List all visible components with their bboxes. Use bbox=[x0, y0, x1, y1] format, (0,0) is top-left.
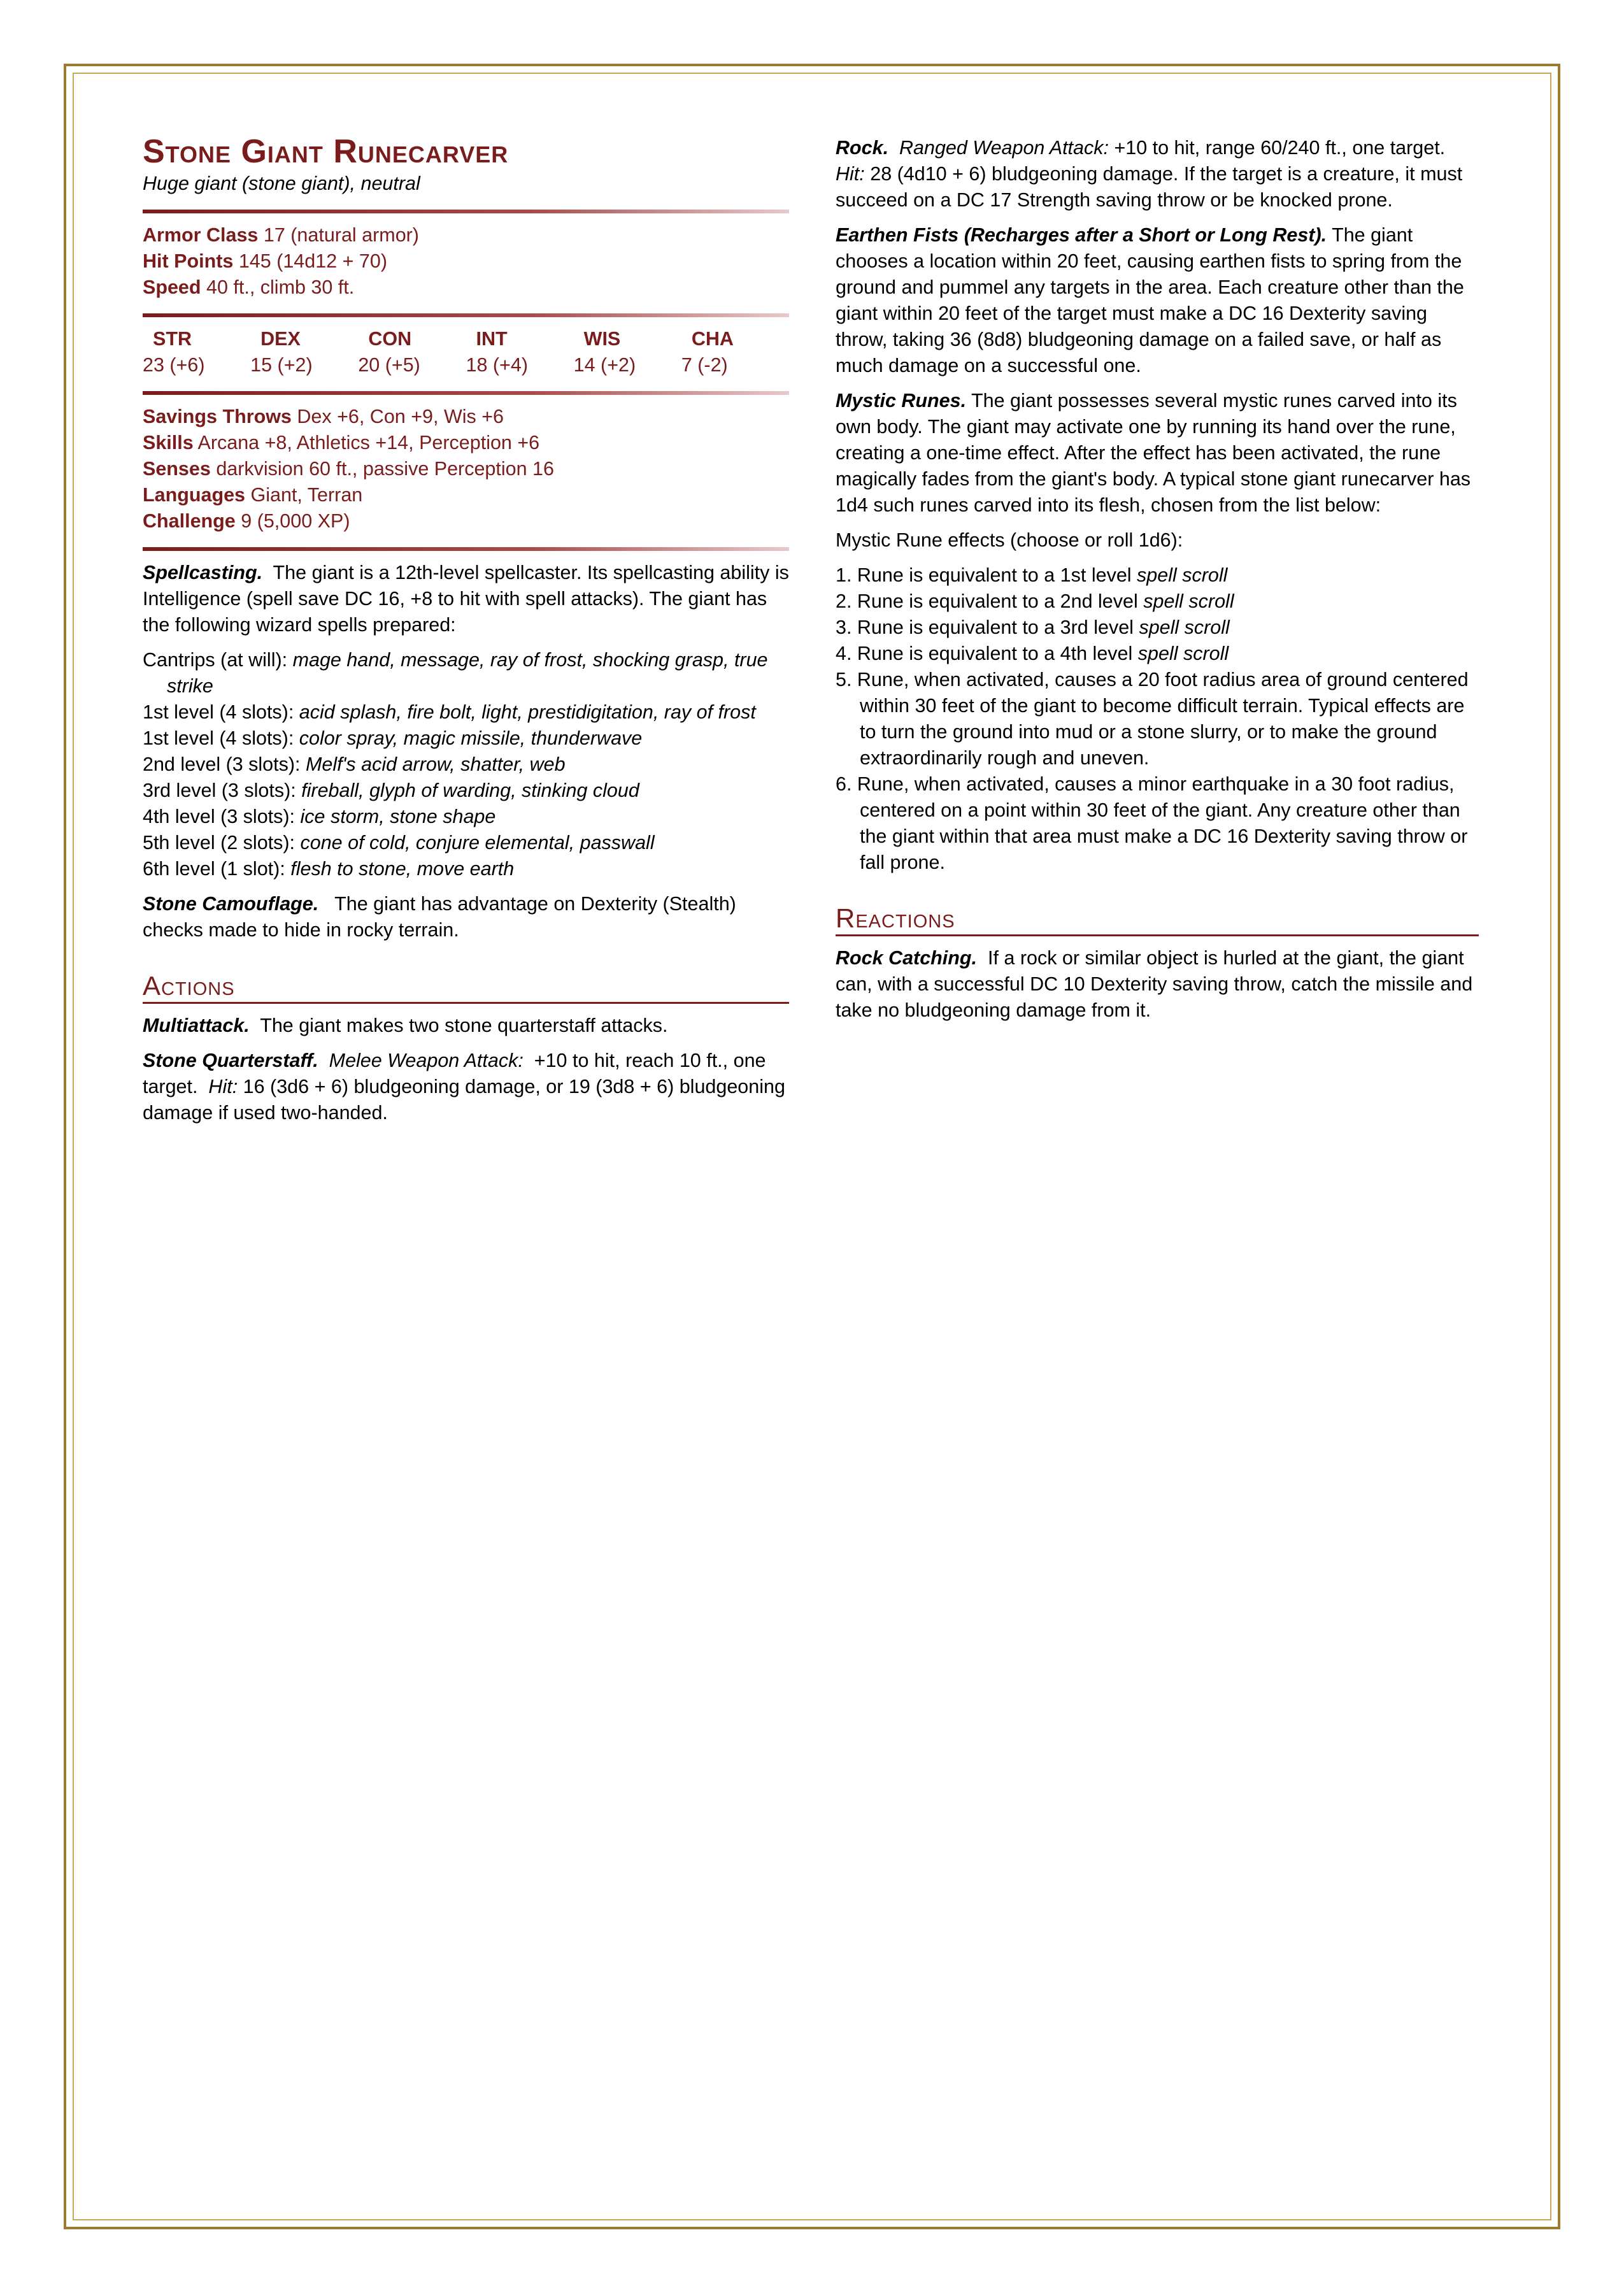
ability-value: 20 (+5) bbox=[358, 354, 420, 376]
ability-value: 18 (+4) bbox=[466, 354, 528, 376]
ability-header: INT bbox=[476, 328, 508, 350]
spell-level: 6th level (1 slot): flesh to stone, move earth bbox=[143, 858, 515, 880]
divider bbox=[143, 391, 789, 395]
ability-value: 14 (+2) bbox=[573, 354, 636, 376]
monster-name: Stone Giant Runecarver bbox=[143, 133, 509, 170]
ability-header: CON bbox=[368, 328, 412, 350]
list-item: 3. Rune is equivalent to a 3rd level spell scroll bbox=[836, 617, 1230, 638]
actions-heading: Actions bbox=[143, 971, 789, 1004]
ability-value: 7 (-2) bbox=[681, 354, 728, 376]
details bbox=[143, 404, 789, 534]
armor-class: Armor Class 17 (natural armor) bbox=[143, 224, 419, 246]
mystic-runes-action: Mystic Runes. The giant possesses several mystic runes carved into its own body. The giant may activate one by running its hand over the rune, creating a one-time effect. After the effect has been activated, the rune magically fades from the giant's body. A typical stone giant runecarver has 1d4 such runes carved into its flesh, chosen from the list below: bbox=[836, 390, 1471, 516]
challenge: Challenge 9 (5,000 XP) bbox=[143, 510, 350, 532]
skills: Skills Arcana +8, Athletics +14, Perception +6 bbox=[143, 432, 540, 454]
spell-level: 1st level (4 slots): acid splash, fire bolt, light, prestidigitation, ray of frost bbox=[143, 701, 756, 723]
core-stats bbox=[143, 222, 789, 301]
ability-header: WIS bbox=[583, 328, 621, 350]
list-item: 2. Rune is equivalent to a 2nd level spell scroll bbox=[836, 590, 1234, 612]
list-item: 5. Rune, when activated, causes a 20 foot radius area of ground centered within 30 feet of the giant to become difficult terrain. Typical effects are to turn the ground into mud or a stone slurry, or to make the ground extraordinarily rough and uneven. bbox=[836, 669, 1469, 769]
ability-header: STR bbox=[153, 328, 192, 350]
reactions-heading: Reactions bbox=[836, 904, 1479, 936]
spell-level: Cantrips (at will): mage hand, message, ray of frost, shocking grasp, true strike bbox=[143, 649, 768, 697]
spell-level: 5th level (2 slots): cone of cold, conjure elemental, passwall bbox=[143, 832, 655, 854]
ability-header: CHA bbox=[691, 328, 734, 350]
monster-subtitle: Huge giant (stone giant), neutral bbox=[143, 173, 420, 194]
hit-points: Hit Points 145 (14d12 + 70) bbox=[143, 250, 388, 272]
saving-throws: Savings Throws Dex +6, Con +9, Wis +6 bbox=[143, 406, 504, 427]
divider bbox=[143, 210, 789, 213]
spell-level: 4th level (3 slots): ice storm, stone shape bbox=[143, 806, 496, 827]
senses: Senses darkvision 60 ft., passive Perception 16 bbox=[143, 458, 554, 480]
ability-value: 15 (+2) bbox=[250, 354, 313, 376]
divider bbox=[143, 313, 789, 317]
speed: Speed 40 ft., climb 30 ft. bbox=[143, 276, 355, 298]
mystic-rune-effects-list bbox=[836, 562, 1479, 876]
multiattack-action: Multiattack. The giant makes two stone quarterstaff attacks. bbox=[143, 1015, 668, 1036]
earthen-fists-action: Earthen Fists (Recharges after a Short or Long Rest). The giant chooses a location within 20 feet, causing earthen fists to spring from the ground and pummel any targets in the area. Each creature other than the giant within 20 feet of the target must make a DC 16 Dexterity saving throw, taking 36 (8d8) bludgeoning damage on a failed save, or half as much damage on a successful one. bbox=[836, 224, 1464, 376]
right-column bbox=[836, 135, 1479, 1032]
spell-level: 3rd level (3 slots): fireball, glyph of warding, stinking cloud bbox=[143, 780, 639, 801]
list-item: 1. Rune is equivalent to a 1st level spell scroll bbox=[836, 564, 1228, 586]
spellcasting-trait: Spellcasting. The giant is a 12th-level spellcaster. Its spellcasting ability is Intelligence (spell save DC 16, +8 to hit with spell attacks). The giant has the following wizard spells prepared: bbox=[143, 562, 789, 636]
list-item: 6. Rune, when activated, causes a minor earthquake in a 30 foot radius, centered on a point within 30 feet of the giant. Any creature other than the giant within that area must make a DC 16 Dexterity saving throw or fall prone. bbox=[836, 773, 1468, 873]
ability-value: 23 (+6) bbox=[143, 354, 205, 376]
left-column bbox=[143, 134, 789, 1135]
rock-catching-reaction: Rock Catching. If a rock or similar object is hurled at the giant, the giant can, with a successful DC 10 Dexterity saving throw, catch the missile and take no bludgeoning damage from it. bbox=[836, 947, 1473, 1021]
spell-level: 2nd level (3 slots): Melf's acid arrow, shatter, web bbox=[143, 754, 566, 775]
spell-level: 1st level (4 slots): color spray, magic missile, thunderwave bbox=[143, 727, 643, 749]
mystic-rune-effects-intro: Mystic Rune effects (choose or roll 1d6): bbox=[836, 529, 1183, 551]
stone-camouflage-trait: Stone Camouflage. The giant has advantage on Dexterity (Stealth) checks made to hide in rocky terrain. bbox=[143, 893, 736, 941]
ability-header: DEX bbox=[260, 328, 301, 350]
list-item: 4. Rune is equivalent to a 4th level spell scroll bbox=[836, 643, 1229, 664]
ability-scores bbox=[143, 326, 789, 378]
rock-action: Rock. Ranged Weapon Attack: +10 to hit, range 60/240 ft., one target. Hit: 28 (4d10 + 6) bludgeoning damage. If the target is a creature, it must succeed on a DC 17 Strength saving throw or be knocked prone. bbox=[836, 137, 1463, 211]
stone-quarterstaff-action: Stone Quarterstaff. Melee Weapon Attack: +10 to hit, reach 10 ft., one target. Hit: 16 (3d6 + 6) bludgeoning damage, or 19 (3d8 + 6) bludgeoning damage if used two-handed. bbox=[143, 1050, 785, 1124]
spell-list bbox=[143, 647, 789, 882]
languages: Languages Giant, Terran bbox=[143, 484, 363, 506]
divider bbox=[143, 547, 789, 551]
